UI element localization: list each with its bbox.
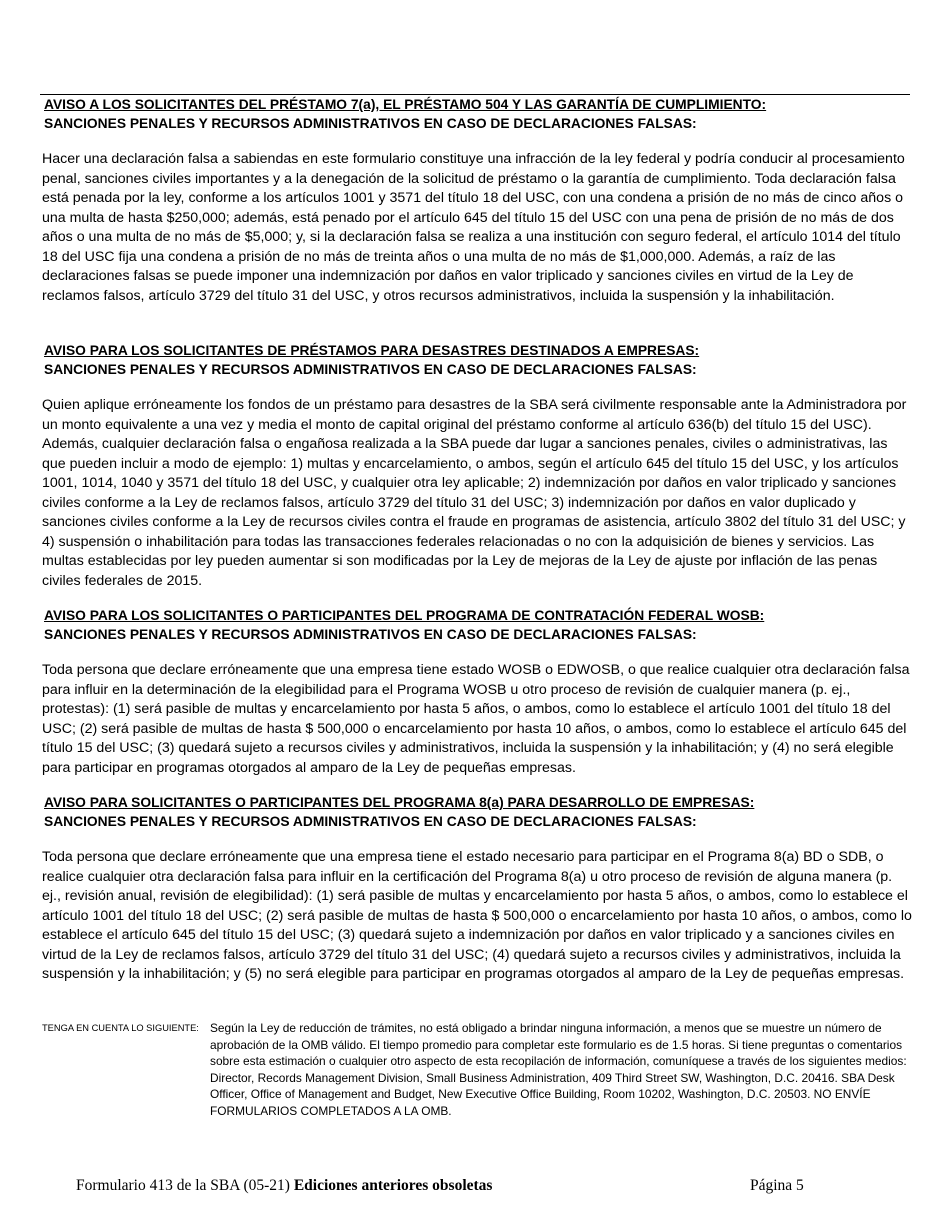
note-label: TENGA EN CUENTA LO SIGUIENTE: — [42, 1023, 199, 1033]
section-wosb-notice — [42, 606, 914, 778]
heading-line-1: AVISO PARA SOLICITANTES O PARTICIPANTES DEL PROGRAMA 8(a) PARA DESARROLLO DE EMPRESAS: — [44, 795, 755, 810]
heading-line-2: SANCIONES PENALES Y RECURSOS ADMINISTRATIVOS EN CASO DE DECLARACIONES FALSAS: — [44, 362, 697, 377]
section-heading — [42, 341, 914, 379]
section-heading — [42, 606, 914, 644]
section-heading — [42, 793, 914, 831]
heading-line-2: SANCIONES PENALES Y RECURSOS ADMINISTRATIVOS EN CASO DE DECLARACIONES FALSAS: — [44, 627, 697, 642]
section-body: Toda persona que declare erróneamente que una empresa tiene estado WOSB o EDWOSB, o que realice cualquier otra declaración falsa para influir en la determinación de la elegibilidad para el Programa WOSB u otro proceso de revisión de cualquier manera (p. ej., protestas): (1) será pasible de multas y encarcelamiento por hasta 5 años, o ambos, como lo establece el artículo 1001 del título 18 del USC; (2) será pasible de multas de hasta $ 500,000 o encarcelamiento por hasta 10 años, o ambos, como lo establece el artículo 645 del título 15 del USC; (3) quedará sujeto a recursos civiles y administrativos, incluida la suspensión y la inhabilitación; y (4) no será elegible para participar en programas otorgados al amparo de la Ley de pequeñas empresas. — [42, 662, 910, 776]
footer-form-id — [76, 1177, 492, 1195]
section-heading — [42, 95, 914, 133]
heading-line-2: SANCIONES PENALES Y RECURSOS ADMINISTRATIVOS EN CASO DE DECLARACIONES FALSAS: — [44, 116, 697, 131]
section-8a-notice — [42, 793, 914, 985]
heading-line-1: AVISO PARA LOS SOLICITANTES DE PRÉSTAMOS PARA DESASTRES DESTINADOS A EMPRESAS: — [44, 343, 700, 358]
section-disaster-loan-notice — [42, 341, 914, 591]
section-body: Quien aplique erróneamente los fondos de un préstamo para desastres de la SBA será civilmente responsable ante la Administradora por un monto equivalente a una vez y media el monto de capital original del préstamo conforme al artículo 636(b) del título 15 del USC). Además, cualquier declaración falsa o engañosa realizada a la SBA puede dar lugar a sanciones penales, civiles o administrativas, las que pueden incluir a modo de ejemplo: 1) multas y encarcelamiento, o ambos, según el artículo 645 del título 15 del USC, y los artículos 1001, 1014, 1040 y 3571 del título 18 del USC, y cualquier otra ley aplicable; 2) indemnización por daños en valor triplicado y sanciones civiles conforme a la Ley de reclamos falsos, artículo 3729 del título 31 del USC; 3) indemnización por daños en valor duplicado y sanciones civiles conforme a la Ley de recursos civiles contra el fraude en programas de asistencia, artículo 3802 del título 31 del USC; y 4) suspensión o inhabilitación para todas las transacciones federales relacionadas o no con la adquisición de bienes y servicios. Las multas establecidas por ley pueden aumentar si son modificadas por la Ley de mejoras de la Ley de ajuste por inflación de las penas civiles federales de 2015. — [42, 397, 907, 589]
section-7a-504-notice — [42, 95, 914, 306]
section-body: Toda persona que declare erróneamente que una empresa tiene el estado necesario para participar en el Programa 8(a) BD o SDB, o realice cualquier otra declaración falsa para influir en la certificación del Programa 8(a) u otro proceso de revisión de alguna manera (p. ej., revisión anual, revisión de elegibilidad): (1) será pasible de multas y encarcelamiento por hasta 5 años, o ambos, como lo establece el artículo 1001 del título 18 del USC; (2) será pasible de multas de hasta $ 500,000 o encarcelamiento por hasta 10 años, o ambos, como lo establece el artículo 645 del título 15 del USC; (3) quedará sujeto a indemnización por daños en valor triplicado y a sanciones civiles en virtud de la Ley de reclamos falsos, artículo 3729 del título 31 del USC; (4) quedará sujeto a recursos civiles y administrativos, incluida la suspensión y la inhabilitación; y (5) no será elegible para participar en programas otorgados al amparo de la Ley de pequeñas empresas. — [42, 849, 912, 982]
heading-line-1: AVISO A LOS SOLICITANTES DEL PRÉSTAMO 7(a), EL PRÉSTAMO 504 Y LAS GARANTÍA DE CUMPLIMIENTO: — [44, 97, 767, 112]
paperwork-reduction-note — [42, 1020, 914, 1119]
heading-line-1: AVISO PARA LOS SOLICITANTES O PARTICIPANTES DEL PROGRAMA DE CONTRATACIÓN FEDERAL WOSB: — [44, 608, 765, 623]
section-body: Hacer una declaración falsa a sabiendas en este formulario constituye una infracción de la ley federal y podría conducir al procesamiento penal, sanciones civiles importantes y a la denegación de la solicitud de préstamo o la garantía de cumplimiento. Toda declaración falsa está penada por la ley, conforme a los artículos 1001 y 3571 del título 18 del USC, con una condena a prisión de no más de cinco años o una multa de hasta $250,000; además, está penado por el artículo 645 del título 15 del USC con una pena de prisión de no más de dos años o una multa de no más de $5,000; y, si la declaración falsa se realiza a una institución con seguro federal, el artículo 1014 del título 18 del USC fija una condena a prisión de no más de treinta años o una multa de no más de $1,000,000. Además, a raíz de las declaraciones falsas se puede imponer una indemnización por daños en valor triplicado y sanciones civiles en virtud de la Ley de reclamos falsos, artículo 3729 del título 31 del USC, y otros recursos administrativos, incluida la suspensión y la inhabilitación. — [42, 151, 905, 304]
obsolete-editions-label: Ediciones anteriores obsoletas — [293, 1177, 493, 1194]
heading-line-2: SANCIONES PENALES Y RECURSOS ADMINISTRATIVOS EN CASO DE DECLARACIONES FALSAS: — [44, 814, 697, 829]
note-text: Según la Ley de reducción de trámites, no está obligado a brindar ninguna información, a menos que se muestre un número de aprobación de la OMB válido. El tiempo promedio para completar este formulario es de 1.5 horas. Si tiene preguntas o comentarios sobre esta estimación o cualquier otro aspecto de esta recopilación de información, comuníquese a través de los siguientes medios: Director, Records Management Division, Small Business Administration, 409 Third Street SW, Washington, D.C. 20416. SBA Desk Officer, Office of Management and Budget, New Executive Office Building, Room 10202, Washington, D.C. 20503. NO ENVÍE FORMULARIOS COMPLETADOS A LA OMB. — [210, 1021, 907, 1118]
page-number: Página 5 — [750, 1177, 804, 1194]
form-label: Formulario 413 de la SBA (05-21) — [76, 1177, 290, 1194]
